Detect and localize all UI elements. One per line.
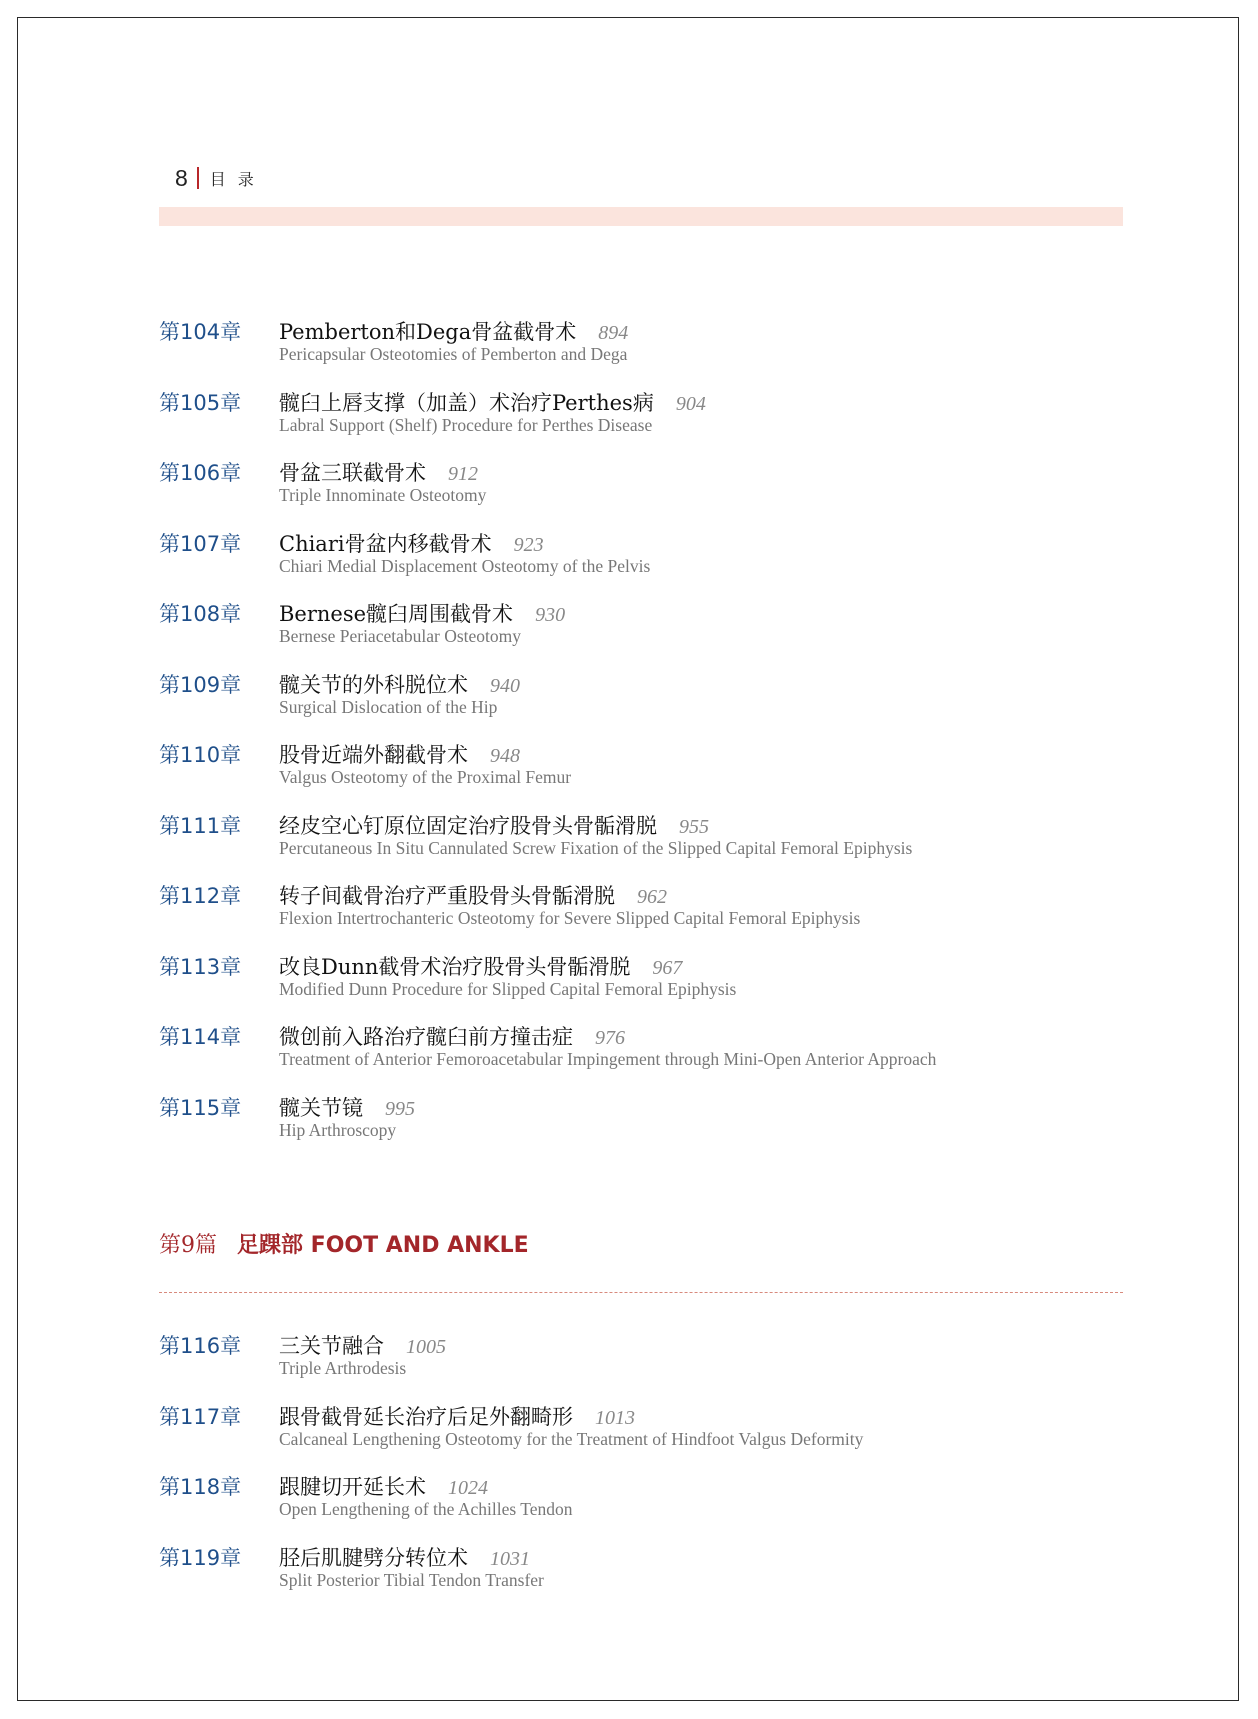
page-ref: 912 (448, 463, 478, 485)
chapter-number: 第112章 (159, 884, 242, 908)
part-number: 第9篇 (159, 1233, 217, 1258)
page-ref: 923 (513, 533, 544, 556)
toc-entry[interactable] (159, 1401, 1123, 1472)
chapter-number: 第115章 (159, 1095, 242, 1120)
page-ref: 1013 (595, 1406, 635, 1429)
page-ref: 1031 (490, 1547, 530, 1570)
chapter-title-zh: Bernese髋臼周围截骨术 (279, 602, 514, 626)
toc-entry[interactable] (159, 316, 1123, 387)
chapter-title-zh: Pemberton和Dega骨盆截骨术 (279, 320, 577, 344)
chapter-title-zh: 髋关节镜 (279, 1095, 363, 1120)
toc-entry[interactable] (159, 1471, 1123, 1542)
toc-entry[interactable] (159, 1092, 1123, 1163)
toc-entry[interactable] (159, 1021, 1123, 1092)
page-ref: 1005 (406, 1336, 446, 1358)
chapter-number: 第113章 (159, 954, 242, 979)
chapter-title-zh: 跟骨截骨延长治疗后足外翻畸形 (279, 1404, 573, 1429)
part-divider (159, 1292, 1123, 1293)
section-title: 目录 (209, 169, 266, 189)
page-ref: 894 (598, 322, 629, 344)
chapter-title-en: Triple Arthrodesis (279, 1358, 407, 1378)
toc-entry[interactable] (159, 951, 1123, 1022)
page-ref: 904 (675, 392, 706, 415)
chapter-title-en: Flexion Intertrochanteric Osteotomy for Severe Slipped Capital Femoral Epiphysis (279, 908, 861, 928)
chapter-title-zh: 经皮空心钉原位固定治疗股骨头骨骺滑脱 (279, 813, 657, 838)
toc-entry[interactable] (159, 810, 1123, 881)
chapter-title-zh: 转子间截骨治疗严重股骨头骨骺滑脱 (279, 884, 615, 908)
chapter-number: 第117章 (159, 1404, 242, 1429)
page-ref: 930 (535, 604, 566, 626)
chapter-title-zh: 微创前入路治疗髋臼前方撞击症 (279, 1025, 573, 1049)
chapter-title-en: Open Lengthening of the Achilles Tendon (279, 1499, 573, 1519)
part-heading[interactable] (159, 1228, 529, 1259)
chapter-number: 第119章 (159, 1545, 242, 1570)
chapter-number: 第114章 (159, 1025, 242, 1049)
chapter-number: 第109章 (159, 672, 242, 697)
chapter-title-zh: 胫后肌腱劈分转位术 (279, 1545, 468, 1570)
chapter-title-en: Calcaneal Lengthening Osteotomy for the Treatment of Hindfoot Valgus Deformity (279, 1428, 864, 1449)
chapter-title-en: Triple Innominate Osteotomy (279, 485, 487, 505)
chapter-title-en: Pericapsular Osteotomies of Pemberton and Dega (279, 344, 628, 364)
page-ref: 1024 (448, 1477, 488, 1499)
running-header (175, 163, 266, 193)
chapter-title-zh: 改良Dunn截骨术治疗股骨头骨骺滑脱 (279, 954, 631, 979)
chapter-number: 第107章 (159, 531, 242, 556)
chapter-number: 第104章 (159, 320, 242, 344)
chapter-title-en: Hip Arthroscopy (279, 1119, 397, 1140)
page-number: 8 (175, 164, 188, 191)
page-ref: 955 (679, 815, 709, 838)
chapter-number: 第116章 (159, 1334, 242, 1358)
toc-entry[interactable] (159, 1330, 1123, 1401)
header-band (159, 207, 1123, 226)
toc-entry[interactable] (159, 880, 1123, 951)
page-ref: 948 (490, 745, 520, 767)
chapter-title-zh: Chiari骨盆内移截骨术 (279, 531, 492, 556)
toc-entry[interactable] (159, 739, 1123, 810)
page-ref: 962 (637, 886, 667, 908)
chapter-number: 第105章 (159, 390, 242, 415)
toc-entry[interactable] (159, 528, 1123, 599)
page-ref: 976 (595, 1027, 625, 1049)
chapter-number: 第110章 (159, 743, 242, 767)
toc-entry[interactable] (159, 457, 1123, 528)
chapter-number: 第111章 (159, 813, 242, 838)
chapter-title-en: Surgical Dislocation of the Hip (279, 696, 498, 717)
chapter-title-en: Bernese Periacetabular Osteotomy (279, 626, 521, 646)
chapter-title-zh: 骨盆三联截骨术 (279, 461, 426, 485)
toc-list-b (159, 1330, 1123, 1612)
page-ref: 940 (490, 674, 520, 697)
chapter-title-en: Valgus Osteotomy of the Proximal Femur (279, 767, 572, 787)
chapter-title-en: Chiari Medial Displacement Osteotomy of the Pelvis (279, 555, 651, 576)
chapter-title-en: Split Posterior Tibial Tendon Transfer (279, 1569, 544, 1590)
chapter-title-zh: 跟腱切开延长术 (279, 1475, 426, 1499)
chapter-title-zh: 股骨近端外翻截骨术 (279, 743, 468, 767)
page-ref: 995 (385, 1097, 415, 1120)
toc-entry[interactable] (159, 669, 1123, 740)
chapter-title-zh: 三关节融合 (279, 1334, 384, 1358)
chapter-number: 第106章 (159, 461, 242, 485)
chapter-title-en: Treatment of Anterior Femoroacetabular Impingement through Mini-Open Anterior Approach (279, 1049, 937, 1069)
chapter-title-en: Labral Support (Shelf) Procedure for Perthes Disease (279, 414, 653, 435)
chapter-title-zh: 髋关节的外科脱位术 (279, 672, 468, 697)
page-ref: 967 (652, 956, 683, 979)
chapter-title-en: Modified Dunn Procedure for Slipped Capital Femoral Epiphysis (279, 978, 737, 999)
chapter-title-zh: 髋臼上唇支撑（加盖）术治疗Perthes病 (279, 390, 654, 415)
chapter-number: 第118章 (159, 1475, 242, 1499)
toc-list-a (159, 316, 1123, 1162)
chapter-title-en: Percutaneous In Situ Cannulated Screw Fixation of the Slipped Capital Femoral Epiphysis (279, 837, 913, 858)
chapter-number: 第108章 (159, 602, 242, 626)
header-divider (197, 167, 199, 189)
toc-entry[interactable] (159, 1542, 1123, 1613)
part-title: 足踝部 FOOT AND ANKLE (237, 1233, 529, 1258)
toc-entry[interactable] (159, 387, 1123, 458)
toc-entry[interactable] (159, 598, 1123, 669)
